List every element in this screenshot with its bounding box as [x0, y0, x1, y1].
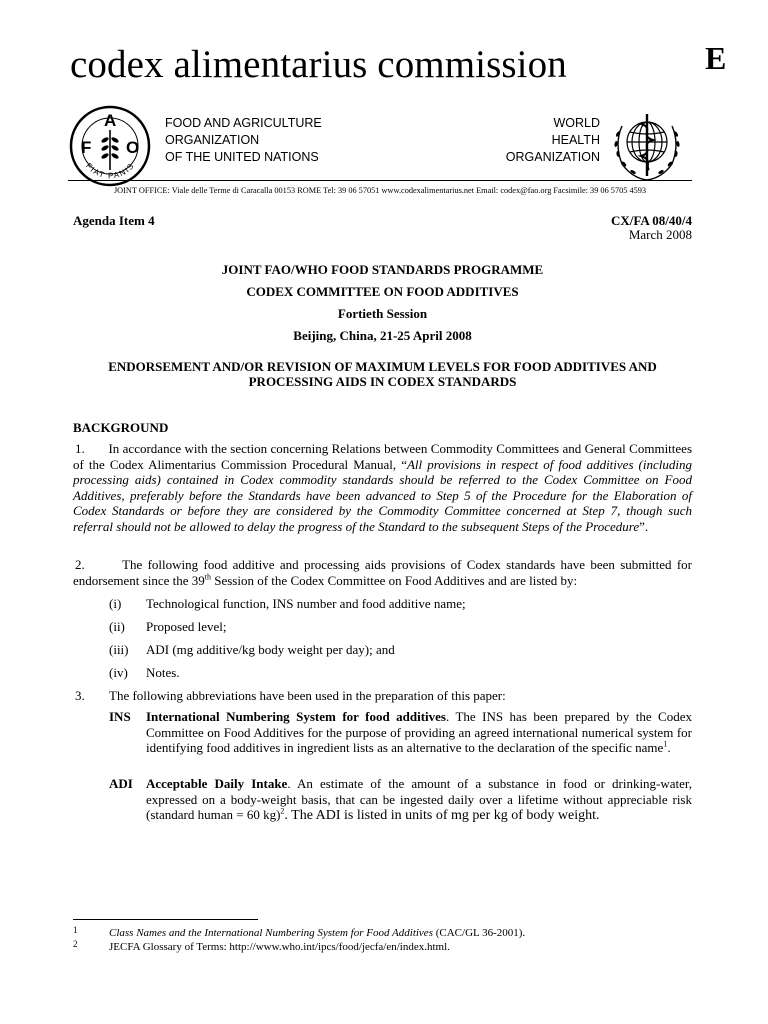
fao-letter-f: F [81, 138, 92, 157]
abbreviation-description: . The INS has been prepared by the Codex Committee on Food Additives for the purpose of providing an agreed international numerical system for identifying food additives in ingredient lists as an alternative to the declaration of the specific name [146, 709, 692, 756]
fao-org-line: ORGANIZATION [165, 133, 260, 147]
paragraph-2 [73, 557, 692, 588]
abbreviation-definition [146, 709, 692, 756]
footnote-number: 1 [73, 925, 78, 935]
procedural-manual-quote: All provisions in respect of food additives (including processing aids) contained in Codex commodity standards should be referred to the Codex Committee on Food Additives, preferably before the Standards have been advanced to Step 5 of the Procedure for the Elaboration of Codex Standards or before they are considered by the Commodity Committee concerned at Step 7, though such referral should not be allowed to delay the progress of the Standard to the subsequent Steps of the Procedure [73, 456, 692, 534]
paragraph-text: Session of the Codex Committee on Food Additives and are listed by: [211, 572, 578, 588]
joint-office-line: JOINT OFFICE: Viale delle Terme di Caracalla 00153 ROME Tel: 39 06 57051 www.codexalimentarius.net Email: codex@fao.org Facsimile: 39 06 5705 4593 [113, 186, 647, 195]
list-item-text: ADI (mg additive/kg body weight per day); and [146, 642, 395, 657]
programme-title: JOINT FAO/WHO FOOD STANDARDS PROGRAMME [221, 262, 544, 277]
footnote-rest: JECFA Glossary of Terms: http://www.who.int/ipcs/food/jecfa/en/index.html. [109, 941, 450, 953]
agenda-item: Agenda Item 4 [73, 213, 155, 228]
paragraph-number: 1. [75, 441, 85, 456]
subject-title-line-1: ENDORSEMENT AND/OR REVISION OF MAXIMUM LEVELS FOR FOOD ADDITIVES AND [108, 359, 657, 374]
fao-org-line: FOOD AND AGRICULTURE [165, 116, 322, 130]
abbreviation-term: Acceptable Daily Intake [146, 776, 288, 791]
paragraph-text: In accordance with the section concerning Relations between Commodity Committees and General Committees of the Codex Alimentarius Commission Procedural Manual, “ [73, 441, 693, 472]
session-place: Beijing, China, 21-25 April 2008 [293, 328, 472, 343]
list-item-text: Notes. [146, 665, 180, 680]
abbreviation-key: INS [109, 709, 131, 724]
fao-motto: FIAT PANIS [84, 160, 137, 181]
brand-title: codex alimentarius commission [70, 43, 567, 86]
paragraph-3-text: The following abbreviations have been used in the preparation of this paper: [109, 688, 506, 703]
abbreviation-description: . An estimate of the amount of a substance in food or drinking-water, expressed on a body-weight basis, that can be ingested daily over a lifetime without appreciable risk (standard human = 60 kg) [146, 776, 692, 823]
fao-logo-icon [68, 104, 152, 188]
list-item-text: Technological function, INS number and food additive name; [146, 596, 466, 611]
who-org-line: ORGANIZATION [505, 150, 600, 164]
abbreviation-definition [146, 776, 692, 824]
paragraph-text: ”. [639, 518, 649, 534]
background-heading: BACKGROUND [73, 420, 169, 435]
list-item-text: Proposed level; [146, 619, 227, 634]
footnote-ref: 1 [663, 739, 668, 749]
footnote-number: 2 [73, 939, 78, 949]
footnote-italic: Class Names and the International Numbering System for Food Additives [109, 927, 433, 939]
document-date: March 2008 [628, 227, 692, 242]
language-code: E [705, 40, 727, 76]
list-item-number: (iv) [109, 665, 128, 680]
footnote-ref: 2 [280, 806, 285, 816]
list-item-number: (iii) [109, 642, 129, 657]
footnote-text [109, 941, 450, 953]
fao-letter-o: O [126, 138, 140, 157]
superscript: th [204, 572, 211, 582]
who-org-name [440, 115, 600, 166]
list-item-number: (ii) [109, 619, 125, 634]
who-org-line: WORLD [553, 116, 600, 130]
paragraph-text: The following food additive and processing aids provisions of Codex standards have been submitted for endorsement since the 39 [73, 557, 692, 588]
who-org-line: HEALTH [551, 133, 600, 147]
paragraph-number: 3. [75, 688, 85, 703]
abbreviation-tail: . [667, 740, 671, 756]
footnote-rule [73, 919, 258, 920]
committee-title: CODEX COMMITTEE ON FOOD ADDITIVES [246, 284, 519, 299]
document-reference: CX/FA 08/40/4 [610, 213, 692, 228]
fao-org-line: OF THE UNITED NATIONS [165, 150, 319, 164]
footnote-text [109, 927, 525, 939]
paragraph-number: 2. [75, 557, 85, 572]
abbreviation-term: International Numbering System for food additives [146, 709, 446, 724]
header-rule [68, 180, 692, 181]
abbreviation-key: ADI [109, 776, 133, 791]
footnote-rest: (CAC/GL 36-2001). [432, 927, 526, 939]
list-item-number: (i) [109, 596, 122, 611]
fao-org-name [165, 115, 322, 166]
abbreviation-tail: . The ADI is listed in units of mg per kg of body weight. [284, 808, 600, 824]
who-logo-icon [606, 104, 688, 188]
session-title: Fortieth Session [337, 306, 428, 321]
subject-title-line-2: PROCESSING AIDS IN CODEX STANDARDS [248, 374, 517, 389]
fao-letter-a: A [104, 111, 117, 130]
paragraph-1 [73, 441, 692, 535]
